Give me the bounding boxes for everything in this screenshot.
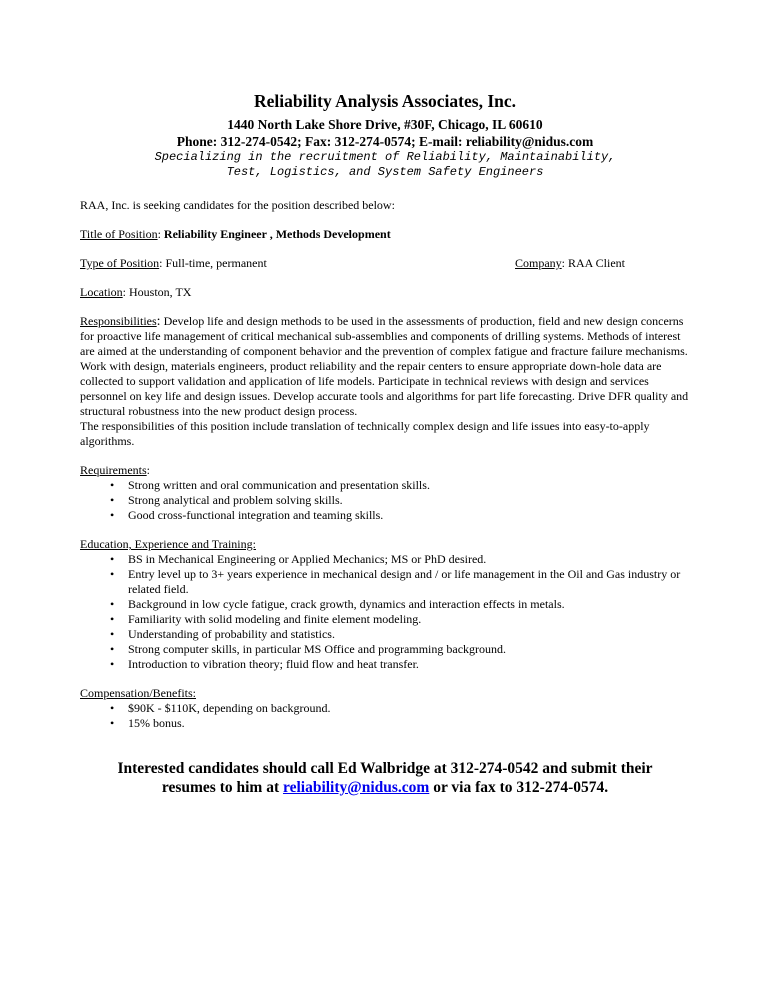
list-item: • $90K - $110K, depending on background. (128, 701, 690, 716)
closing-line-2-post: or via fax to 312-274-0574. (429, 779, 609, 796)
tagline-line-2: Test, Logistics, and System Safety Engineers (226, 165, 544, 179)
intro-text: RAA, Inc. is seeking candidates for the position described below: (80, 198, 395, 212)
requirements-label: Requirements (80, 463, 147, 477)
list-item: • Good cross-functional integration and teaming skills. (128, 508, 690, 523)
company-field (515, 256, 690, 271)
company-label: Company (515, 256, 562, 270)
requirements-heading: Requirements: (80, 463, 150, 477)
list-item: • Introduction to vibration theory; fluid flow and heat transfer. (128, 657, 690, 672)
title-label: Title of Position (80, 227, 158, 241)
job-posting-page (80, 91, 690, 797)
tagline-line-1: Specializing in the recruitment of Reliability, Maintainability, (154, 150, 616, 164)
compensation-list (80, 701, 690, 731)
compensation-label: Compensation/Benefits: (80, 686, 196, 700)
list-item: • Background in low cycle fatigue, crack growth, dynamics and interaction effects in metals. (128, 597, 690, 612)
responsibilities-label: Responsibilities (80, 314, 157, 328)
email-link[interactable]: reliability@nidus.com (282, 779, 430, 796)
list-item: • BS in Mechanical Engineering or Applied Mechanics; MS or PhD desired. (128, 552, 690, 567)
responsibilities-text: Develop life and design methods to be used in the assessments of production, field and new design concerns for proactive life management of critical mechanical sub-assemblies and components of drilling systems. Methods of interest are aimed at the understanding of component behavior and the prevention of complex fatigue and fracture failure mechanisms. Work with design, materials engineers, product reliability and the repair centers to ensure appropriate down-hole data are collected to support validation and application of life models. Participate in technical reviews with design and services personnel on key life and design issues. Develop accurate tools and algorithms for part life forecasting. Drive DFR quality and structural robustness into the new product design process. (80, 314, 689, 418)
education-label: Education, Experience and Training: (80, 537, 256, 551)
list-item: • Entry level up to 3+ years experience in mechanical design and / or life management in the Oil and Gas industry or related field. (128, 567, 690, 597)
closing-line-1: Interested candidates should call Ed Walbridge at 312-274-0542 and submit their (117, 760, 653, 777)
type-company-row (80, 256, 690, 271)
type-label: Type of Position (80, 256, 160, 270)
title-of-position: Title of Position: Reliability Engineer , Methods Development (80, 227, 391, 241)
list-item: • Strong analytical and problem solving skills. (128, 493, 690, 508)
company-name: Reliability Analysis Associates, Inc. (253, 91, 517, 111)
list-item: • Understanding of probability and statistics. (128, 627, 690, 642)
title-value: Reliability Engineer , Methods Development (163, 227, 391, 241)
closing-statement (80, 759, 690, 797)
type-value: : Full-time, permanent (159, 256, 267, 270)
list-item: • Familiarity with solid modeling and finite element modeling. (128, 612, 690, 627)
list-item: • Strong written and oral communication and presentation skills. (128, 478, 690, 493)
location (80, 285, 690, 300)
list-item: • 15% bonus. (128, 716, 690, 731)
requirements-list (80, 478, 690, 523)
list-item: • Strong computer skills, in particular MS Office and programming background. (128, 642, 690, 657)
company-value: : RAA Client (561, 256, 626, 270)
location-label: Location (80, 285, 123, 299)
type-of-position (80, 256, 267, 271)
education-list (80, 552, 690, 672)
closing-line-2 (80, 778, 690, 797)
responsibilities-text-2: The responsibilities of this position include translation of technically complex design and life issues into easy-to-apply algorithms. (80, 419, 650, 448)
closing-line-2-pre: resumes to him at (161, 779, 283, 796)
company-address: 1440 North Lake Shore Drive, #30F, Chicago, IL 60610 (227, 117, 543, 132)
responsibilities: Responsibilities: Develop life and design methods to be used in the assessments of production, field and new design concerns for proactive life management of critical mechanical sub-assemblies and components of drilling systems. Methods of interest are aimed at the understanding of component behavior and the prevention of complex fatigue and fracture failure mechanisms. Work with design, materials engineers, product reliability and the repair centers to ensure appropriate down-hole data are collected to support validation and application of life models. Participate in technical reviews with design and services personnel on key life and design issues. Develop accurate tools and algorithms for part life forecasting. Drive DFR quality and structural robustness into the new product design process. The responsibilities of this position include translation of technically complex design and life issues into easy-to-apply algorithms. (80, 314, 689, 448)
company-contact: Phone: 312-274-0542; Fax: 312-274-0574; E-mail: reliability@nidus.com (176, 134, 594, 149)
location-value: : Houston, TX (122, 285, 192, 299)
